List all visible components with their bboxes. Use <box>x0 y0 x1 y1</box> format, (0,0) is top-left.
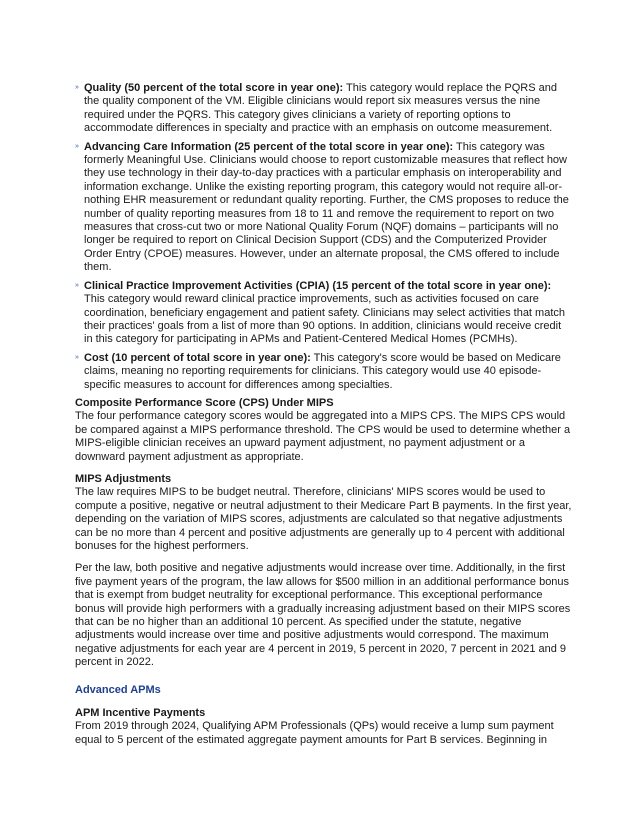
bullet-heading: Quality (50 percent of the total score in year one): <box>84 82 344 94</box>
bullet-body: This category was formerly Meaningful Use. Clinicians would choose to report customizable measures that reflect how they use technology in their day-to-day practices with a particular emphasis on interoperability and information exchange. Unlike the existing reporting program, this category would not require all-or-nothing EHR measurement or redundant quality reporting. Further, the CMS proposes to reduce the number of quality reporting measures from 18 to 11 and remove the requirement to report on two measures that cross-cut two or more National Quality Forum (NQF) domains – participants will no longer be required to report on Clinical Decision Support (CDS) and the Computerized Provider Order Entry (CPOE) measures. However, under an alternate proposal, the CMS offered to include them. <box>84 140 569 274</box>
paragraph-mips-adjustments-1: The law requires MIPS to be budget neutral. Therefore, clinicians' MIPS scores would be used to compute a positive, negative or neutral adjustment to their Medicare Part B payments. In the first year, depending on the variation of MIPS scores, adjustments are calculated so that negative adjustments can be no more than 4 percent and positive adjustments are generally up to 4 percent with additional bonuses for the highest performers. <box>75 486 572 552</box>
paragraph-apm-incentive: From 2019 through 2024, Qualifying APM Professionals (QPs) would receive a lump sum payment equal to 5 percent of the estimated aggregate payment amounts for Part B services. Beginning in <box>75 720 554 746</box>
section-heading-apm-incentive: APM Incentive Payments <box>75 707 206 720</box>
bullet-marker-icon: » <box>75 353 79 361</box>
bullet-heading: Advancing Care Information (25 percent of the total score in year one): <box>84 140 454 153</box>
paragraph-cps: The four performance category scores would be aggregated into a MIPS CPS. The MIPS CPS would be compared against a MIPS performance threshold. The CPS would be used to determine whether a MIPS-eligible clinician receives an upward payment adjustment, no payment adjustment or a downward payment adjustment as appropriate. <box>75 410 571 463</box>
bullet-advancing-care <box>75 141 572 275</box>
bullet-quality <box>75 82 572 136</box>
bullet-marker-icon: » <box>75 84 79 91</box>
bullet-marker-icon: » <box>75 281 79 289</box>
section-heading-cps: Composite Performance Score (CPS) Under MIPS <box>75 396 334 409</box>
section-heading-advanced-apms: Advanced APMs <box>75 683 161 696</box>
bullet-cost <box>75 352 572 392</box>
bullet-heading: Cost (10 percent of total score in year one): <box>84 351 311 364</box>
bullet-body: This category would replace the PQRS and the quality component of the VM. Eligible clinicians would report six measures versus the nine required under the PQRS. This category gives clinicians a variety of reporting options to accommodate differences in specialty and practice with an emphasis on outcome measurement. <box>84 82 557 135</box>
bullet-body: This category's score would be based on Medicare claims, meaning no reporting requirements for clinicians. This category would use 40 episode-specific measures to account for differences among specialties. <box>84 351 561 391</box>
paragraph-mips-adjustments-2: Per the law, both positive and negative adjustments would increase over time. Additionally, in the first five payment years of the program, the law allows for $500 million in an additional performance bonus that is exempt from budget neutrality for exceptional performance. This exceptional performance bonus will provide high performers with a gradually increasing adjustment based on their MIPS scores that can be no higher than an additional 10 percent. As specified under the statute, negative adjustments would increase over time and positive adjustments would correspond. The maximum negative adjustments for each year are 4 percent in 2019, 5 percent in 2020, 7 percent in 2021 and 9 percent in 2022. <box>75 562 571 669</box>
bullet-body: This category would reward clinical practice improvements, such as activities focused on care coordination, beneficiary engagement and patient safety. Clinicians may select activities that match their practices' goals from a list of more than 90 options. In addition, clinicians would receive credit in this category for participating in APMs and Patient-Centered Medical Homes (PCMHs). <box>84 293 565 346</box>
section-heading-mips-adjustments: MIPS Adjustments <box>75 472 172 485</box>
bullet-marker-icon: » <box>75 142 79 150</box>
bullet-cpia <box>75 280 572 347</box>
bullet-heading: Clinical Practice Improvement Activities (CPIA) (15 percent of the total score in year one): <box>84 279 552 292</box>
document-page <box>75 82 572 756</box>
